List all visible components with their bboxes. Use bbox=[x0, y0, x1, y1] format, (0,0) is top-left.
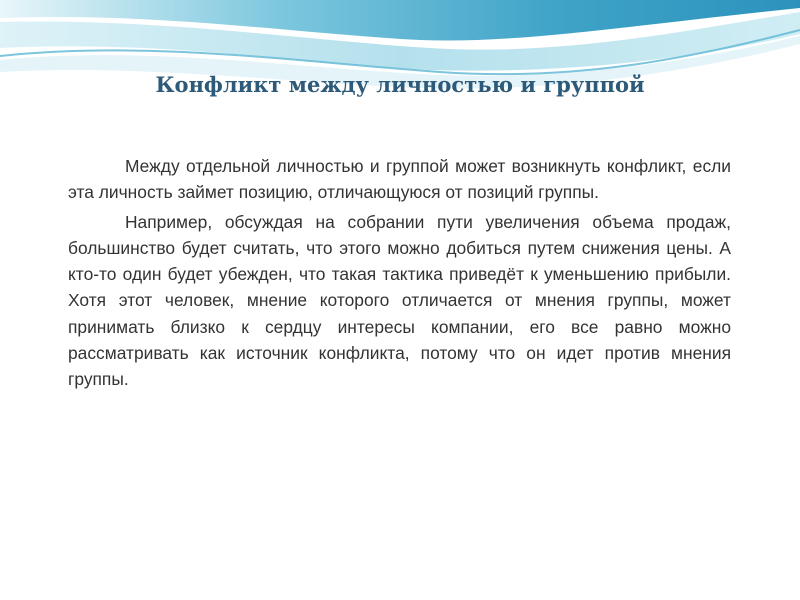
decorative-wave-header bbox=[0, 0, 800, 120]
slide-body bbox=[68, 153, 731, 396]
paragraph: Например, обсуждая на собрании пути увеличения объема продаж, большинство будет считать, что этого можно добиться путем снижения цены. А кто-то один будет убежден, что такая тактика приведёт к уменьшению прибыли. Хотя этот человек, мнение которого отличается от мнения группы, может принимать близко к сердцу интересы компании, его все равно можно рассматривать как источник конфликта, потому что он идет против мнения группы. bbox=[68, 211, 731, 390]
slide-title: Конфликт между личностью и группой bbox=[155, 72, 645, 97]
paragraph: Между отдельной личностью и группой может возникнуть конфликт, если эта личность займет позицию, отличающуюся от позиций группы. bbox=[68, 156, 731, 203]
